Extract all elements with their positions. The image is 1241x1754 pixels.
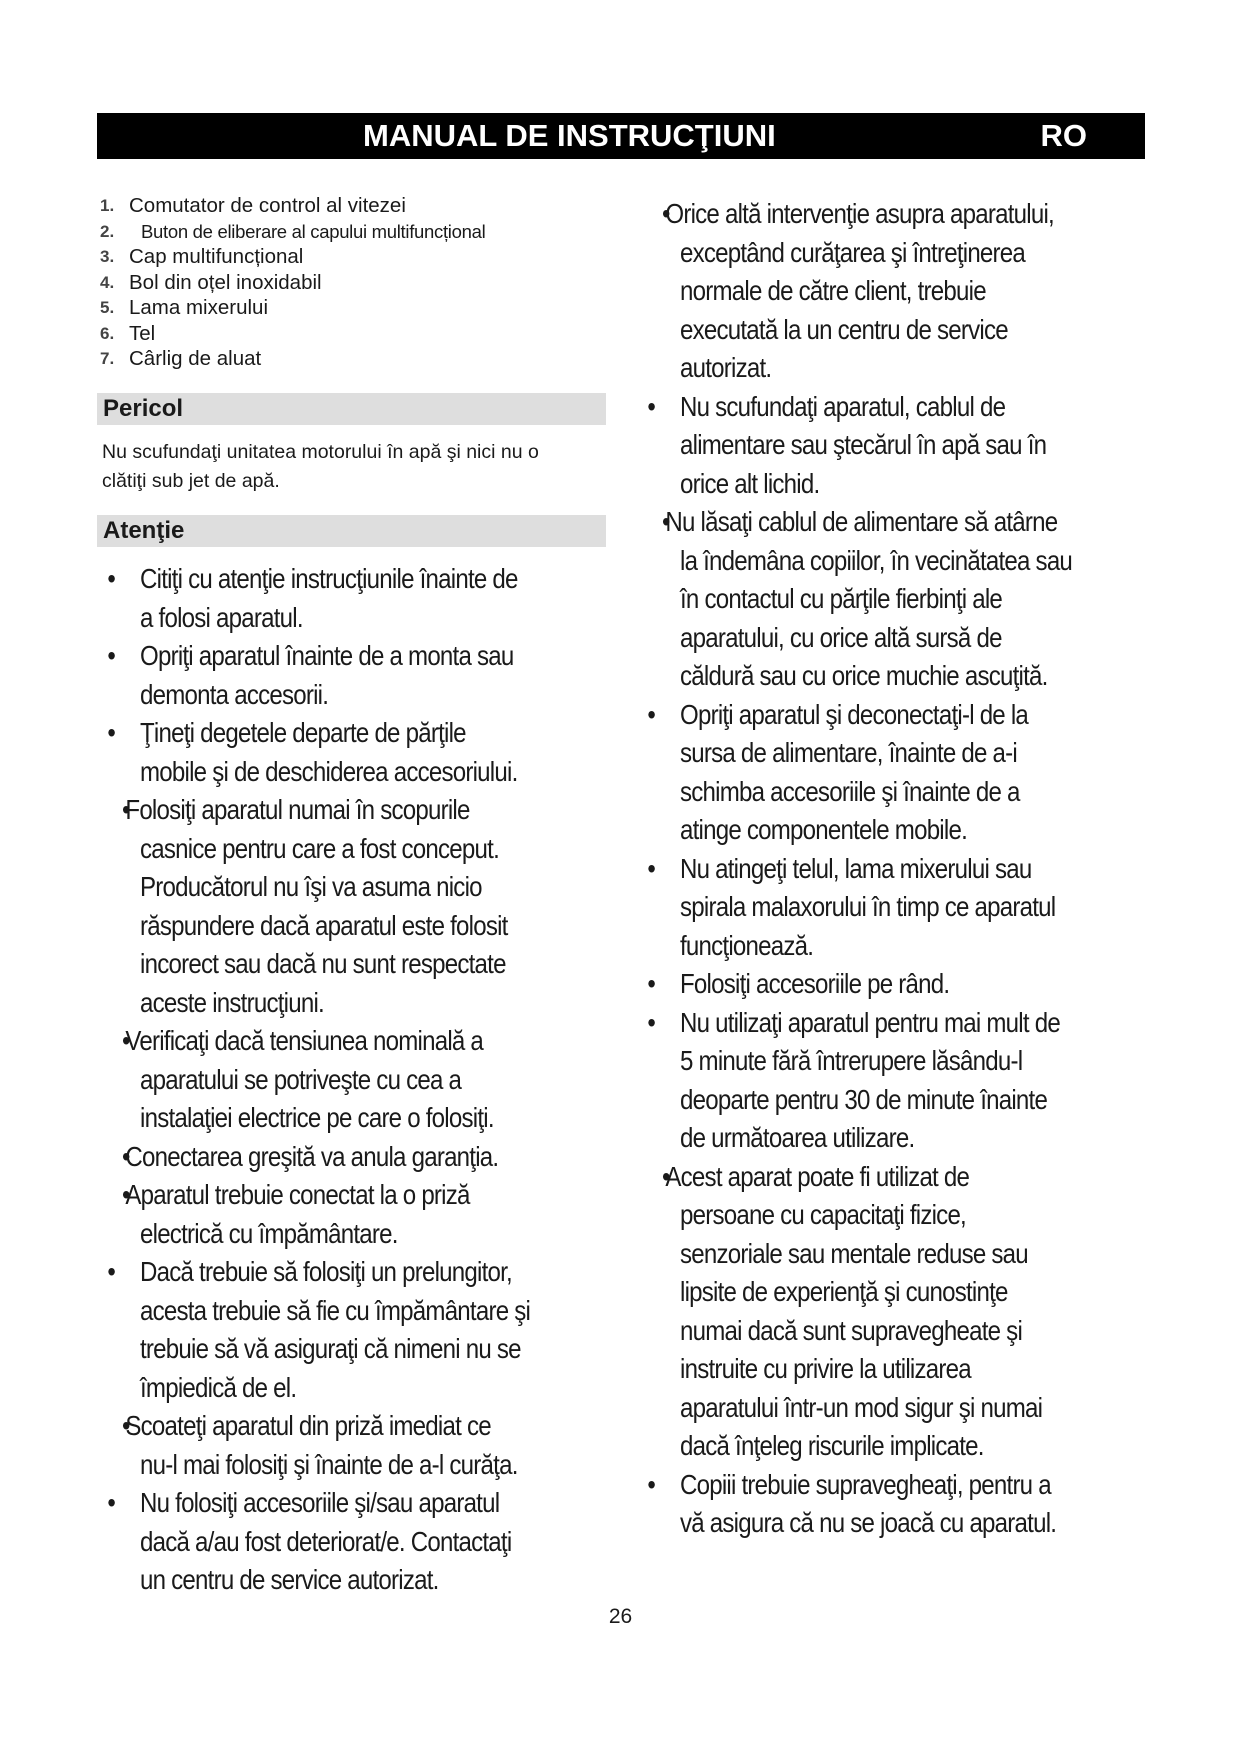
part-item [100, 193, 620, 219]
part-item [100, 321, 620, 347]
list-item [680, 388, 1072, 504]
attention-heading: Atenţie [97, 515, 606, 547]
list-item [665, 195, 1072, 388]
list-item [140, 1253, 530, 1407]
list-item-line: • Orice altă intervenţie asupra aparatului, [665, 198, 1054, 229]
list-item-line: alimentare sau ştecărul în apă sau în [680, 429, 1047, 460]
list-item-line: • Dacă trebuie să folosiţi un prelungitor, [140, 1256, 512, 1287]
page-title: MANUAL DE INSTRUCŢIUNI [363, 118, 776, 153]
list-item [125, 1407, 530, 1484]
list-item-line: • Conectarea greşită va anula garanţia. [125, 1140, 499, 1172]
part-number: 2. [100, 221, 115, 241]
part-item [100, 346, 620, 372]
part-number: 7. [100, 349, 115, 368]
list-item [680, 1466, 1072, 1543]
list-item [125, 1022, 530, 1138]
list-item-line: împiedică de el. [140, 1371, 297, 1403]
list-item-line: autorizat. [680, 352, 772, 383]
list-item-line: răspundere dacă aparatul este folosit [140, 909, 508, 941]
list-item-line: dacă a/au fost deteriorat/e. Contactaţi [140, 1525, 512, 1557]
list-item-line: • Opriţi aparatul înainte de a monta sau [140, 640, 514, 671]
list-item-line: persoane cu capacitaţi fizice, [680, 1199, 966, 1230]
list-item-line: 5 minute fără întrerupere lăsându-l [680, 1045, 1023, 1076]
list-item [125, 791, 530, 1022]
list-item-line: dacă înţeleg riscurile implicate. [680, 1430, 984, 1461]
list-item-line: la îndemâna copiilor, în vecinătatea sau [680, 544, 1073, 576]
list-item-line: • Nu scufundaţi aparatul, cablul de [680, 390, 1006, 422]
part-number: 1. [100, 196, 115, 215]
list-item-line: • Acest aparat poate fi utilizat de [665, 1160, 970, 1192]
list-item-line: aceste instrucţiuni. [140, 986, 324, 1018]
part-number: 4. [100, 272, 115, 292]
list-item-line: exceptând curăţarea şi întreţinerea [680, 236, 1026, 268]
list-item-line: spirala malaxorului în timp ce aparatul [680, 891, 1056, 922]
list-item [140, 714, 530, 791]
list-item [665, 503, 1073, 696]
list-item-line: atinge componentele mobile. [680, 814, 967, 845]
list-item-line: Producătorul nu îşi va asuma nicio [140, 871, 482, 902]
list-item-line: aparatului într-un mod sigur şi numai [680, 1391, 1043, 1423]
part-number: 5. [100, 298, 115, 317]
list-item-line: electrică cu împământare. [140, 1217, 398, 1249]
part-label: Buton de eliberare al capului multifuncțional [141, 220, 486, 242]
list-item-line: trebuie să vă asiguraţi că nimeni nu se [140, 1333, 521, 1364]
part-number: 6. [100, 323, 115, 343]
list-item-line: orice alt lichid. [680, 467, 820, 499]
part-item [100, 219, 620, 245]
list-item-line: • Scoateţi aparatul din priză imediat ce [125, 1410, 491, 1441]
list-item-line: • Citiţi cu atenţie instrucţiunile înainte de [140, 563, 518, 594]
danger-line: clătiţi sub jet de apă. [102, 470, 280, 492]
list-item [665, 1158, 1072, 1466]
danger-text [102, 438, 622, 496]
list-item-line: vă asigura că nu se joacă cu aparatul. [680, 1507, 1057, 1538]
list-item [680, 696, 1072, 850]
language-code: RO [1040, 118, 1087, 153]
list-item [140, 637, 530, 714]
list-item-line: a folosi aparatul. [140, 601, 303, 633]
list-item-line: • Aparatul trebuie conectat la o priză [125, 1179, 470, 1210]
list-item-line: aparatului, cu orice altă sursă de [680, 621, 1002, 653]
list-item-line: • Folosiţi aparatul numai în scopurile [125, 794, 470, 825]
list-item-line: în contactul cu părţile fierbinţi ale [680, 583, 1003, 614]
list-item-line: • Ţineţi degetele departe de părţile [140, 717, 466, 748]
list-item-line: • Nu lăsaţi cablul de alimentare să atârne [665, 506, 1058, 537]
part-label: Comutator de control al vitezei [129, 194, 406, 217]
part-label: Cârlig de aluat [129, 347, 262, 370]
parts-list [100, 193, 620, 372]
list-item [680, 1004, 1072, 1158]
part-label: Cap multifuncțional [129, 245, 304, 268]
list-item [125, 1176, 530, 1253]
list-item-line: • Nu folosiţi accesoriile şi/sau aparatul [140, 1487, 500, 1518]
attention-list-right [665, 195, 1073, 1543]
list-item-line: • Opriţi aparatul şi deconectaţi-l de la [680, 698, 1029, 730]
danger-line: Nu scufundaţi unitatea motorului în apă şi nici nu o [102, 441, 539, 463]
list-item-line: mobile şi de deschiderea accesoriului. [140, 755, 518, 787]
list-item-line: deoparte pentru 30 de minute înainte [680, 1083, 1048, 1115]
list-item-line: incorect sau dacă nu sunt respectate [140, 948, 506, 979]
list-item-line: • Nu utilizaţi aparatul pentru mai mult de [680, 1006, 1060, 1038]
list-item-line: casnice pentru care a fost conceput. [140, 832, 499, 864]
part-item [100, 270, 620, 296]
list-item-line: schimba accesoriile şi înainte de a [680, 775, 1020, 807]
list-item-line: demonta accesorii. [140, 678, 329, 710]
list-item-line: funcţionează. [680, 929, 814, 961]
part-label: Bol din oțel inoxidabil [129, 270, 322, 294]
list-item [680, 965, 1072, 1004]
list-item-line: executată la un centru de service [680, 313, 1008, 345]
danger-heading: Pericol [97, 393, 606, 425]
list-item-line: sursa de alimentare, înainte de a-i [680, 737, 1017, 768]
list-item-line: un centru de service autorizat. [140, 1564, 439, 1595]
list-item-line: • Nu atingeţi telul, lama mixerului sau [680, 852, 1032, 884]
list-item-line: instalaţiei electrice pe care o folosiţi. [140, 1102, 494, 1133]
attention-list-left [125, 560, 531, 1600]
list-item [125, 1138, 530, 1177]
part-number: 3. [100, 247, 115, 266]
page-number: 26 [608, 1605, 633, 1628]
list-item-line: • Copiii trebuie supravegheaţi, pentru a [680, 1468, 1051, 1500]
list-item-line: numai dacă sunt supravegheate şi [680, 1314, 1023, 1346]
part-item [100, 295, 620, 321]
list-item-line: căldură sau cu orice muchie ascuţită. [680, 660, 1048, 691]
list-item-line: • Verificaţi dacă tensiunea nominală a [125, 1025, 484, 1056]
part-label: Lama mixerului [129, 296, 268, 319]
list-item-line: acesta trebuie să fie cu împământare şi [140, 1294, 531, 1326]
list-item-line: aparatului se potriveşte cu cea a [140, 1063, 462, 1095]
list-item-line: de următoarea utilizare. [680, 1122, 915, 1153]
list-item [140, 1484, 530, 1600]
list-item-line: senzoriale sau mentale reduse sau [680, 1237, 1028, 1269]
part-label: Tel [129, 321, 156, 345]
list-item [680, 850, 1072, 966]
list-item-line: instruite cu privire la utilizarea [680, 1353, 971, 1384]
header-bar [97, 113, 1145, 159]
list-item [140, 560, 530, 637]
list-item-line: normale de către client, trebuie [680, 275, 986, 306]
list-item-line: nu-l mai folosiţi şi înainte de a-l curăţa. [140, 1448, 518, 1480]
list-item-line: • Folosiţi accesoriile pe rând. [680, 968, 950, 999]
list-item-line: lipsite de experienţă şi cunostinţe [680, 1276, 1008, 1307]
part-item [100, 244, 620, 270]
